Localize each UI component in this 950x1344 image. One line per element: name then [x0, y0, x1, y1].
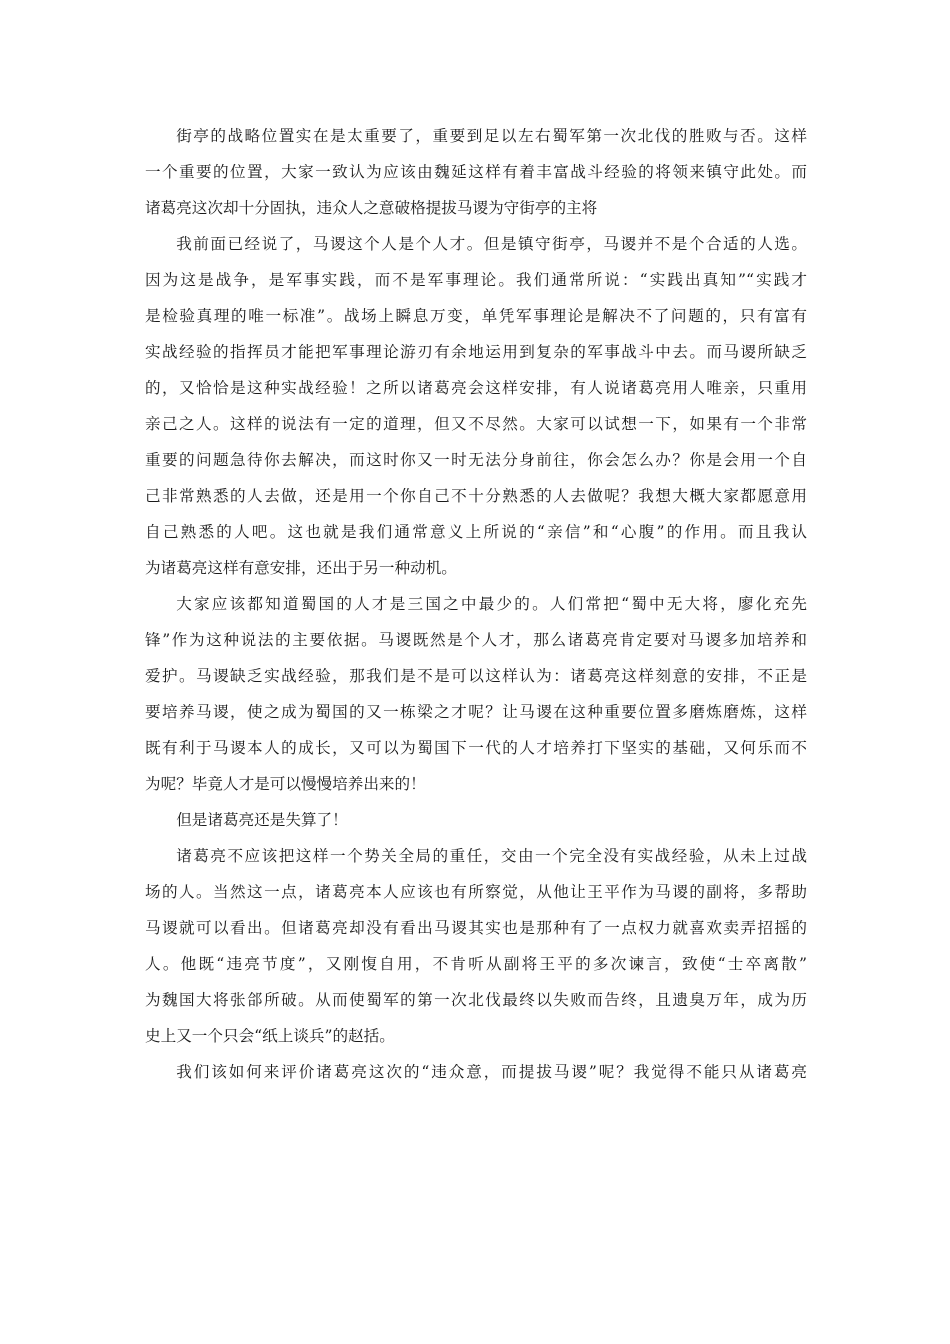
- paragraph-4: [145, 802, 807, 838]
- text-line: 史上又一个只会“纸上谈兵”的赵括。: [145, 1027, 395, 1045]
- text-line: 我们该如何来评价诸葛亮这次的“违众意，而提拔马谡”呢？我觉得不能只从诸葛亮: [176, 1063, 807, 1081]
- text-line: 实战经验的指挥员才能把军事理论游刃有余地运用到复杂的军事战斗中去。而马谡所缺乏: [145, 343, 807, 361]
- text-line: 马谡就可以看出。但诸葛亮却没有看出马谡其实也是那种有了一点权力就喜欢卖弄招摇的: [145, 919, 807, 937]
- text-line: 人。他既“违亮节度”，又刚愎自用，不肯听从副将王平的多次谏言，致使“士卒离散”: [145, 955, 807, 973]
- text-line: 诸葛亮不应该把这样一个势关全局的重任，交由一个完全没有实战经验，从未上过战: [176, 847, 807, 865]
- text-line: 为诸葛亮这样有意安排，还出于另一种动机。: [145, 559, 457, 577]
- text-line: 既有利于马谡本人的成长，又可以为蜀国下一代的人才培养打下坚实的基础，又何乐而不: [145, 739, 807, 757]
- text-line: 一个重要的位置，大家一致认为应该由魏延这样有着丰富战斗经验的将领来镇守此处。而: [145, 163, 807, 181]
- paragraph-2: [145, 226, 807, 586]
- text-line: 亲己之人。这样的说法有一定的道理，但又不尽然。大家可以试想一下，如果有一个非常: [145, 415, 807, 433]
- text-line: 因为这是战争，是军事实践，而不是军事理论。我们通常所说：“实践出真知”“实践才: [145, 271, 807, 289]
- text-line: 的，又恰恰是这种实战经验！之所以诸葛亮会这样安排，有人说诸葛亮用人唯亲，只重用: [145, 379, 807, 397]
- document-page: [145, 118, 807, 1090]
- text-line: 街亭的战略位置实在是太重要了，重要到足以左右蜀军第一次北伐的胜败与否。这样: [176, 127, 807, 145]
- paragraph-3: [145, 586, 807, 802]
- text-line: 自己熟悉的人吧。这也就是我们通常意义上所说的“亲信”和“心腹”的作用。而且我认: [145, 523, 807, 541]
- text-line: 锋”作为这种说法的主要依据。马谡既然是个人才，那么诸葛亮肯定要对马谡多加培养和: [145, 631, 807, 649]
- text-line: 己非常熟悉的人去做，还是用一个你自己不十分熟悉的人去做呢？我想大概大家都愿意用: [145, 487, 807, 505]
- paragraph-6: [145, 1054, 807, 1090]
- text-line: 我前面已经说了，马谡这个人是个人才。但是镇守街亭，马谡并不是个合适的人选。: [176, 235, 807, 253]
- text-line: 为魏国大将张郃所破。从而使蜀军的第一次北伐最终以失败而告终，且遗臭万年，成为历: [145, 991, 807, 1009]
- text-line: 诸葛亮这次却十分固执，违众人之意破格提拔马谡为守街亭的主将: [145, 199, 598, 217]
- paragraph-1: [145, 118, 807, 226]
- text-line: 要培养马谡，使之成为蜀国的又一栋梁之才呢？让马谡在这种重要位置多磨炼磨炼，这样: [145, 703, 807, 721]
- text-line: 是检验真理的唯一标准”。战场上瞬息万变，单凭军事理论是解决不了问题的，只有富有: [145, 307, 807, 325]
- text-line: 重要的问题急待你去解决，而这时你又一时无法分身前往，你会怎么办？你是会用一个自: [145, 451, 807, 469]
- paragraph-5: [145, 838, 807, 1054]
- text-line: 为呢？毕竟人才是可以慢慢培养出来的！: [145, 775, 426, 793]
- text-line: 大家应该都知道蜀国的人才是三国之中最少的。人们常把“蜀中无大将，廖化充先: [176, 595, 807, 613]
- text-line: 场的人。当然这一点，诸葛亮本人应该也有所察觉，从他让王平作为马谡的副将，多帮助: [145, 883, 807, 901]
- text-line: 爱护。马谡缺乏实战经验，那我们是不是可以这样认为：诸葛亮这样刻意的安排，不正是: [145, 667, 807, 685]
- text-line: 但是诸葛亮还是失算了！: [176, 811, 348, 829]
